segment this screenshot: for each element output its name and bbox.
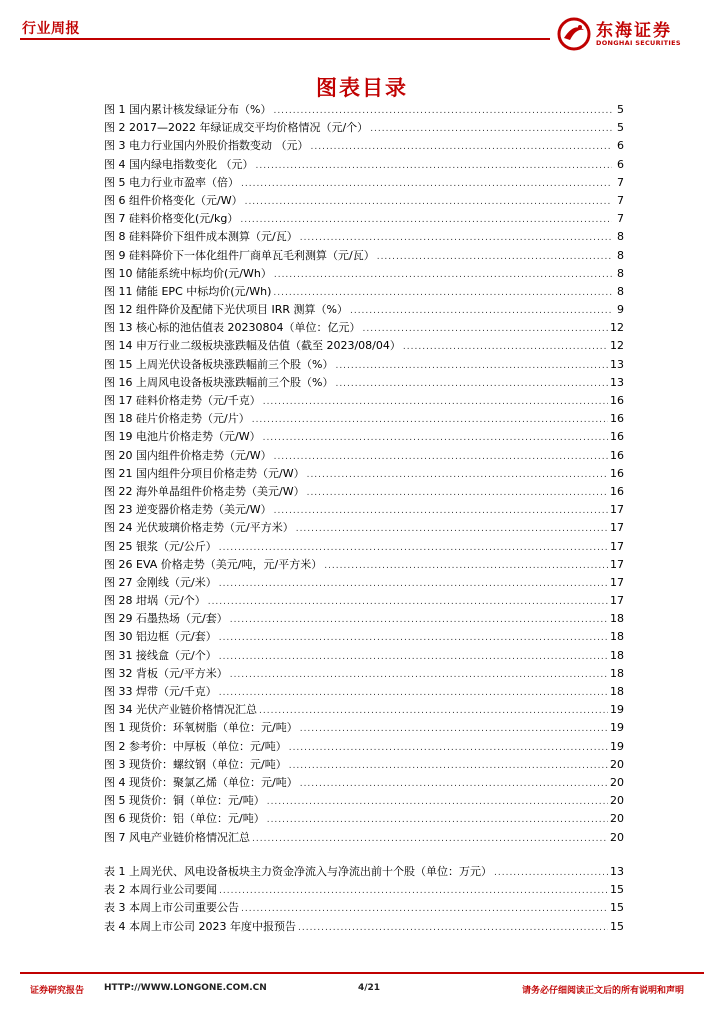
toc-leader-dots (241, 900, 608, 918)
toc-entry[interactable] (104, 247, 624, 265)
toc-leader-dots (307, 484, 608, 502)
toc-entry[interactable] (104, 301, 624, 319)
toc-entry-label: 图 4 国内绿电指数变化 （元） (104, 157, 254, 171)
toc-leader-dots (370, 120, 612, 138)
toc-entry[interactable] (104, 410, 624, 428)
toc-leader-dots (377, 248, 612, 266)
toc-leader-dots (350, 302, 612, 320)
toc-leader-dots (208, 593, 608, 611)
toc-leader-dots (263, 429, 608, 447)
toc-entry-label: 图 2 参考价：中厚板（单位：元/吨） (104, 739, 287, 753)
toc-entry[interactable] (104, 319, 624, 337)
toc-entry-page: 15 (610, 883, 624, 897)
toc-leader-dots (241, 175, 612, 193)
toc-entry-page: 19 (610, 703, 624, 717)
toc-entry-label: 图 1 国内累计核发绿证分布（%） (104, 103, 272, 116)
toc-leader-dots (300, 720, 608, 738)
toc-entry[interactable] (104, 228, 624, 246)
toc-entry[interactable] (104, 501, 624, 519)
toc-entry-label: 图 8 硅料降价下组件成本测算（元/瓦） (104, 230, 298, 244)
toc-leader-dots (230, 611, 608, 629)
toc-entry-label: 图 1 现货价：环氧树脂（单位：元/吨） (104, 721, 298, 735)
toc-entry-label: 表 1 上周光伏、风电设备板块主力资金净流入与净流出前十个股（单位：万元） (104, 865, 492, 878)
toc-leader-dots (256, 157, 613, 175)
toc-leader-dots (494, 864, 608, 882)
brand-logo (556, 14, 706, 54)
logo-text-cn: 东海证券 (596, 21, 672, 41)
table-list (104, 863, 624, 936)
toc-entry-page: 16 (610, 484, 624, 498)
toc-entry[interactable] (104, 337, 624, 355)
toc-leader-dots (335, 357, 608, 375)
toc-entry[interactable] (104, 428, 624, 446)
toc-entry-label: 图 11 储能 EPC 中标均价(元/Wh) (104, 284, 272, 298)
toc-entry-page: 8 (617, 230, 624, 244)
toc-leader-dots (219, 648, 608, 666)
toc-entry[interactable] (104, 447, 624, 465)
toc-entry-page: 7 (617, 193, 624, 207)
toc-entry-page: 18 (610, 666, 624, 680)
toc-leader-dots (219, 684, 608, 702)
toc-leader-dots (307, 466, 608, 484)
toc-entry-page: 19 (610, 721, 624, 735)
toc-entry-label: 表 3 本周上市公司重要公告 (104, 901, 239, 915)
toc-entry-label: 图 34 光伏产业链价格情况汇总 (104, 703, 257, 717)
toc-entry[interactable] (104, 574, 624, 592)
toc-leader-dots (274, 502, 608, 520)
toc-entry-label: 图 33 焊带（元/千克） (104, 685, 217, 698)
toc-entry[interactable] (104, 719, 624, 737)
toc-entry-page: 18 (610, 612, 624, 626)
toc-leader-dots (311, 138, 613, 156)
toc-entry-label: 图 15 上周光伏设备板块涨跌幅前三个股（%） (104, 357, 334, 371)
toc-entry[interactable] (104, 283, 624, 301)
toc-entry[interactable] (104, 738, 624, 756)
toc-entry[interactable] (104, 863, 624, 881)
toc-entry-page: 7 (617, 175, 624, 189)
toc-leader-dots (259, 702, 608, 720)
footer-url-link[interactable]: HTTP://WWW.LONGONE.COM.CN (104, 983, 267, 993)
toc-entry[interactable] (104, 156, 624, 174)
toc-leader-dots (274, 448, 608, 466)
toc-entry-label: 图 12 组件降价及配储下光伏项目 IRR 测算（%） (104, 303, 348, 317)
toc-entry-label: 图 6 组件价格变化（元/W） (104, 193, 243, 207)
toc-entry[interactable] (104, 647, 624, 665)
toc-entry-label: 图 18 硅片价格走势（元/片） (104, 412, 250, 426)
toc-entry-page: 17 (610, 539, 624, 553)
toc-leader-dots (296, 520, 608, 538)
toc-entry-page: 20 (610, 794, 624, 808)
toc-entry[interactable] (104, 628, 624, 646)
toc-entry-label: 图 25 银浆（元/公斤） (104, 539, 217, 553)
figure-list (104, 101, 624, 847)
footer-disclaimer: 请务必仔细阅读正文后的所有说明和声明 (522, 986, 685, 996)
toc-entry-page: 16 (610, 430, 624, 444)
toc-entry-page: 6 (617, 157, 624, 171)
toc-leader-dots (263, 393, 608, 411)
toc-entry-page: 16 (610, 448, 624, 462)
header-divider (20, 38, 550, 40)
toc-leader-dots (300, 229, 612, 247)
toc-entry-page: 18 (610, 685, 624, 698)
toc-entry-label: 图 30 铝边框（元/套） (104, 630, 217, 644)
toc-entry[interactable] (104, 881, 624, 899)
toc-entry-label: 图 14 申万行业二级板块涨跌幅及估值（截至 2023/08/04） (104, 339, 401, 353)
toc-entry-label: 图 3 电力行业国内外股价指数变动 （元） (104, 139, 309, 153)
toc-leader-dots (219, 882, 608, 900)
toc-entry-page: 19 (610, 739, 624, 753)
toc-entry-page: 18 (610, 630, 624, 644)
toc-leader-dots (230, 666, 608, 684)
toc-entry[interactable] (104, 829, 624, 847)
toc-entry-label: 图 3 现货价：螺纹钢（单位：元/吨） (104, 757, 287, 771)
logo-text-en: DONGHAI SECURITIES (596, 39, 681, 47)
toc-leader-dots (240, 211, 612, 229)
toc-entry-label: 图 5 现货价：铜（单位：元/吨） (104, 794, 265, 808)
toc-entry-page: 9 (617, 303, 624, 317)
toc-entry[interactable] (104, 137, 624, 155)
toc-entry-page: 6 (617, 139, 624, 153)
toc-entry-page: 13 (610, 357, 624, 371)
toc-entry-page: 5 (617, 121, 624, 135)
toc-leader-dots (219, 539, 608, 557)
toc-entry-page: 15 (610, 919, 624, 933)
toc-leader-dots (219, 629, 608, 647)
toc-entry-label: 图 5 电力行业市盈率（倍） (104, 175, 239, 189)
toc-entry-page: 17 (610, 575, 624, 589)
toc-entry-label: 图 6 现货价：铝（单位：元/吨） (104, 812, 265, 826)
toc-entry-label: 表 2 本周行业公司要闻 (104, 883, 217, 897)
toc-leader-dots (274, 266, 612, 284)
toc-entry-page: 8 (617, 248, 624, 262)
toc-leader-dots (219, 575, 608, 593)
toc-entry[interactable] (104, 701, 624, 719)
toc-entry-page: 16 (610, 466, 624, 480)
toc-entry-page: 5 (617, 103, 624, 116)
toc-entry-label: 图 16 上周风电设备板块涨跌幅前三个股（%） (104, 375, 334, 389)
toc-entry[interactable] (104, 792, 624, 810)
toc-entry-label: 图 7 风电产业链价格情况汇总 (104, 830, 250, 844)
toc-entry-label: 图 23 逆变器价格走势（美元/W） (104, 503, 272, 517)
toc-entry-page: 20 (610, 812, 624, 826)
toc-entry-label: 表 4 本周上市公司 2023 年度中报预告 (104, 919, 296, 933)
toc-entry-page: 17 (610, 557, 624, 571)
toc-entry-label: 图 20 国内组件价格走势（元/W） (104, 448, 272, 462)
toc-leader-dots (362, 320, 608, 338)
toc-entry[interactable] (104, 119, 624, 137)
toc-entry-page: 20 (610, 757, 624, 771)
toc-entry-label: 图 32 背板（元/平方米） (104, 666, 228, 680)
toc-leader-dots (335, 375, 608, 393)
toc-leader-dots (245, 193, 612, 211)
toc-entry-label: 图 28 坩埚（元/个） (104, 594, 206, 608)
footer-divider (20, 972, 704, 974)
toc-entry-label: 图 4 现货价：聚氯乙烯（单位：元/吨） (104, 775, 298, 789)
toc-entry-label: 图 7 硅料价格变化(元/kg） (104, 212, 239, 226)
toc-entry-label: 图 22 海外单晶组件价格走势（美元/W） (104, 484, 305, 498)
toc-entry[interactable] (104, 374, 624, 392)
toc-entry-label: 图 13 核心标的池估值表 20230804（单位：亿元） (104, 321, 361, 335)
toc-entry-label: 图 9 硅料降价下一体化组件厂商单瓦毛利测算（元/瓦） (104, 248, 375, 262)
toc-entry-label: 图 31 接线盒（元/个） (104, 648, 217, 662)
toc-entry-page: 8 (617, 266, 624, 280)
toc-entry-label: 图 26 EVA 价格走势（美元/吨，元/平方米） (104, 557, 323, 571)
toc-entry[interactable] (104, 899, 624, 917)
toc-leader-dots (300, 775, 608, 793)
toc-entry[interactable] (104, 774, 624, 792)
toc-entry-label: 图 27 金刚线（元/米） (104, 575, 217, 589)
toc-entry-page: 17 (610, 594, 624, 608)
toc-entry[interactable] (104, 683, 624, 701)
toc-entry-page: 13 (610, 865, 624, 878)
toc-entry-page: 17 (610, 521, 624, 535)
toc-leader-dots (273, 102, 612, 120)
toc-entry-page: 18 (610, 648, 624, 662)
toc-leader-dots (289, 757, 608, 775)
toc-entry-page: 16 (610, 394, 624, 407)
toc-entry[interactable] (104, 392, 624, 410)
toc-entry[interactable] (104, 610, 624, 628)
toc-entry[interactable] (104, 665, 624, 683)
toc-entry[interactable] (104, 265, 624, 283)
footer-report-label: 证券研究报告 (30, 986, 85, 996)
toc-entry[interactable] (104, 465, 624, 483)
toc-entry-label: 图 29 石墨热场（元/套） (104, 612, 228, 626)
toc-entry-label: 图 2 2017—2022 年绿证成交平均价格情况（元/个） (104, 121, 369, 135)
toc-entry[interactable] (104, 356, 624, 374)
toc-entry-page: 16 (610, 412, 624, 426)
toc-leader-dots (289, 739, 608, 757)
toc-leader-dots (252, 830, 608, 848)
logo-emblem-icon (556, 16, 592, 52)
toc-entry[interactable] (104, 483, 624, 501)
toc-entry-page: 15 (610, 901, 624, 915)
toc-entry[interactable] (104, 192, 624, 210)
toc-entry[interactable] (104, 810, 624, 828)
toc-entry-label: 图 10 储能系统中标均价(元/Wh） (104, 266, 272, 280)
toc-entry-label: 图 21 国内组件分项目价格走势（元/W） (104, 466, 305, 480)
toc-entry-label: 图 24 光伏玻璃价格走势（元/平方米） (104, 521, 294, 535)
toc-leader-dots (267, 811, 608, 829)
toc-entry[interactable] (104, 538, 624, 556)
toc-entry-page: 20 (610, 830, 624, 844)
toc-entry-page: 17 (610, 503, 624, 517)
toc-leader-dots (267, 793, 608, 811)
toc-entry-label: 图 17 硅料价格走势（元/千克） (104, 394, 261, 407)
toc-leader-dots (273, 284, 612, 302)
toc-leader-dots (298, 919, 608, 937)
toc-entry-page: 13 (610, 375, 624, 389)
footer-page-number: 4/21 (358, 983, 381, 993)
toc-entry-label: 图 19 电池片价格走势（元/W） (104, 430, 261, 444)
toc-entry[interactable] (104, 918, 624, 936)
toc-entry-page: 8 (617, 284, 624, 298)
page-title: 图表目录 (316, 76, 408, 100)
toc-entry[interactable] (104, 756, 624, 774)
toc-entry[interactable] (104, 174, 624, 192)
toc-entry-page: 7 (617, 212, 624, 226)
toc-entry[interactable] (104, 101, 624, 119)
toc-entry-page: 12 (610, 339, 624, 353)
toc-entry[interactable] (104, 519, 624, 537)
toc-entry[interactable] (104, 556, 624, 574)
report-type-tag: 行业周报 (22, 21, 80, 37)
toc-entry[interactable] (104, 210, 624, 228)
toc-entry-page: 12 (610, 321, 624, 335)
toc-entry[interactable] (104, 592, 624, 610)
toc-leader-dots (252, 411, 608, 429)
toc-leader-dots (324, 557, 608, 575)
toc-entry-page: 20 (610, 775, 624, 789)
toc-leader-dots (403, 338, 608, 356)
